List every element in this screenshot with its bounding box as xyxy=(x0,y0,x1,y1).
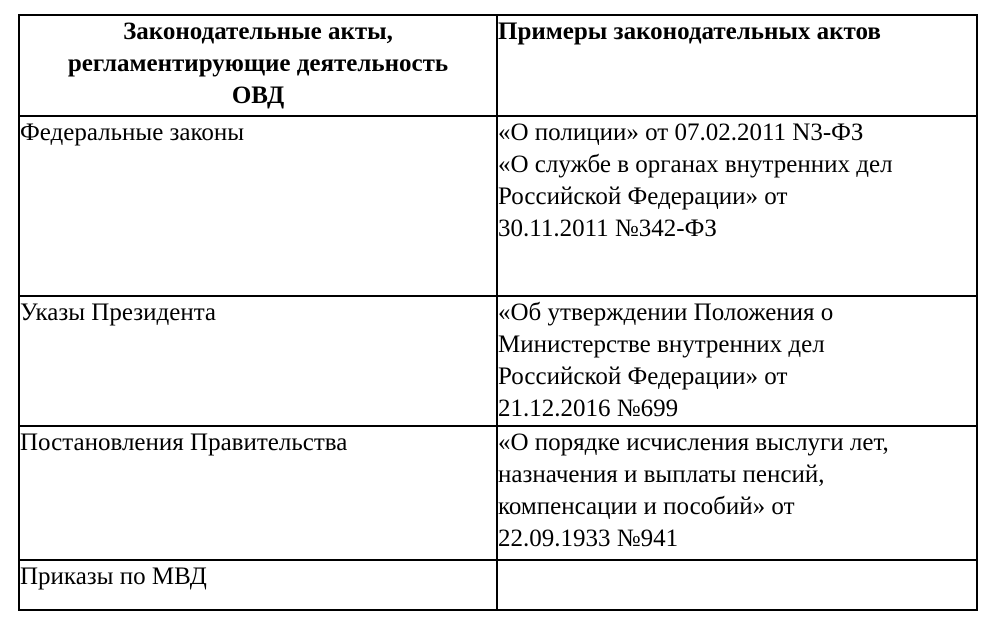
legislative-acts-table xyxy=(18,14,978,611)
header-examples-label: Примеры законодательных актов xyxy=(498,18,881,45)
header-acts-line: регламентирующие деятельность xyxy=(67,50,449,77)
category-cell xyxy=(19,296,497,426)
example-line: назначения и выплаты пенсий, xyxy=(498,461,825,488)
category-cell xyxy=(19,116,497,296)
example-line: «Об утверждении Положения о xyxy=(498,299,834,326)
table-row xyxy=(19,560,977,610)
category-cell xyxy=(19,426,497,560)
example-line: «О полиции» от 07.02.2011 N3-ФЗ xyxy=(498,119,864,146)
category-label: Указы Президента xyxy=(20,299,217,326)
header-acts-line: ОВД xyxy=(231,82,285,109)
example-line: 22.09.1933 №941 xyxy=(498,525,679,552)
table-row xyxy=(19,426,977,560)
example-line: «О порядке исчисления выслуги лет, xyxy=(498,429,889,456)
category-label: Федеральные законы xyxy=(20,119,245,146)
category-label: Постановления Правительства xyxy=(20,429,348,456)
table-row xyxy=(19,116,977,296)
example-line: 30.11.2011 №342-ФЗ xyxy=(498,215,717,242)
header-cell-examples xyxy=(497,15,977,116)
example-line: Российской Федерации» от xyxy=(498,363,788,390)
examples-cell xyxy=(497,426,977,560)
example-line: 21.12.2016 №699 xyxy=(498,395,679,422)
example-line: компенсации и пособий» от xyxy=(498,493,795,520)
table-row xyxy=(19,296,977,426)
header-acts-line: Законодательные акты, xyxy=(123,18,393,45)
table-header-row xyxy=(19,15,977,116)
examples-cell xyxy=(497,116,977,296)
example-line: Российской Федерации» от xyxy=(498,183,788,210)
category-label: Приказы по МВД xyxy=(20,563,207,590)
examples-cell xyxy=(497,296,977,426)
examples-cell-empty xyxy=(497,560,977,610)
header-cell-acts xyxy=(19,15,497,116)
example-line: Министерстве внутренних дел xyxy=(498,331,825,358)
example-line: «О службе в органах внутренних дел xyxy=(498,151,893,178)
category-cell xyxy=(19,560,497,610)
